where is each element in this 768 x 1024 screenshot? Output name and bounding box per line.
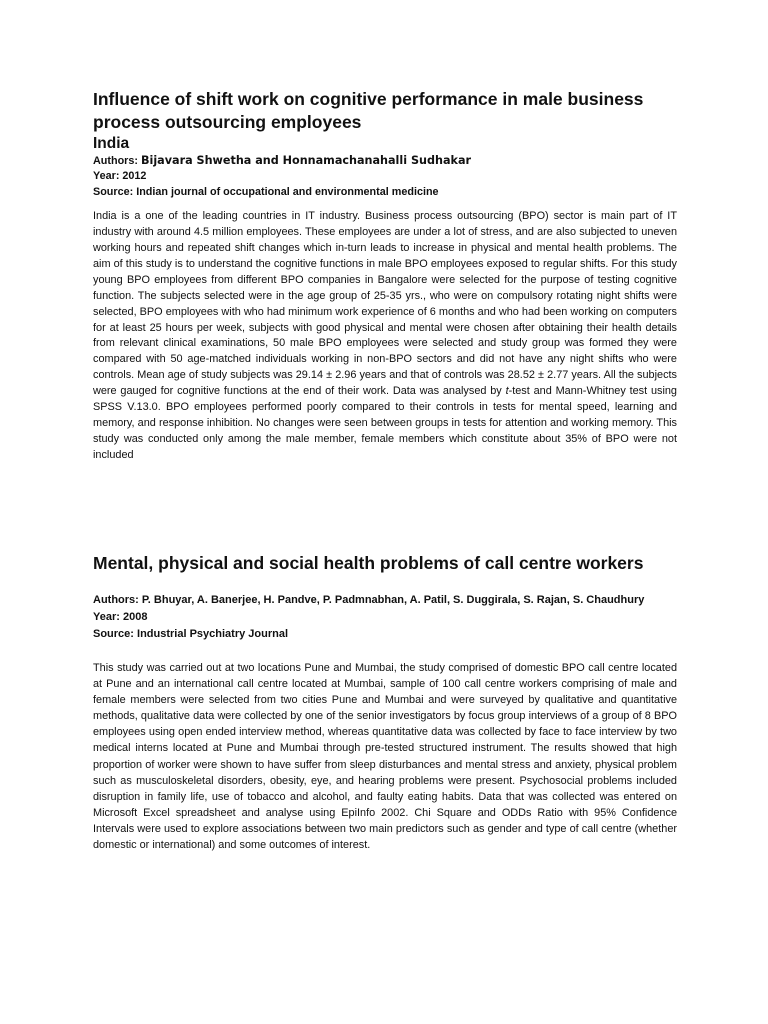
- article-meta: [93, 592, 677, 643]
- article-abstract: [93, 209, 677, 464]
- article-abstract: This study was carried out at two locations Pune and Mumbai, the study comprised of domestic BPO call centre located at Pune and an international call centre located at Mumbai, sample of 100 call centre workers comprising of male and female members were selected from two cities Pune and Mumbai and were surveyed by qualitative and quantitative methods, qualitative data were collected by one of the senior investigators by focus group interviews of a group of 8 BPO employees using open ended interview method, whereas quantitative data was collected by face to face interview by two medical interns located at Pune and Mumbai through pre-tested structured instrument. The results showed that high proportion of worker were shown to have suffer from sleep disturbances and mental stress and anxiety, physical problem such as musculoskeletal disorders, obesity, eye, and hearing problems were present. Psychosocial problems included disruption in family life, use of tobacco and alcohol, and faulty eating habits. Data that was collected was entered on Microsoft Excel spreadsheet and analyse using EpiInfo 2002. Chi Square and ODDs Ratio with 95% Confidence Intervals were used to explore associations between two main predictors such as gender and type of call centre (whether domestic or international) and some outcomes of interest.: [93, 662, 677, 852]
- article-shift-work: [93, 88, 677, 464]
- source-value: Industrial Psychiatry Journal: [137, 628, 289, 640]
- year-value: 2008: [122, 611, 148, 623]
- authors-label: Authors:: [93, 155, 138, 167]
- authors-value: Bijavara Shwetha and Honnamachanahalli Sudhakar: [140, 154, 472, 167]
- year-label: Year:: [93, 170, 120, 183]
- authors-label: Authors:: [93, 594, 139, 606]
- abstract-italic-t: t: [505, 385, 509, 398]
- article-source: [93, 185, 677, 200]
- source-value: Indian journal of occupational and environmental medicine: [136, 185, 439, 198]
- article-authors: [93, 153, 677, 169]
- article-country: India: [93, 135, 130, 152]
- article-title: Influence of shift work on cognitive performance in male business process outsourcing employees: [93, 89, 644, 132]
- article-year: [93, 169, 677, 184]
- abstract-text-part2: -test and Mann-Whitney test using SPSS V.13.0. BPO employees performed poorly compared to their controls in tests for mental speed, learning and memory, and response inhibition. No changes were seen between groups in tests for attention and working memory. This study was conducted only among the male member, female members which constitute about 35% of BPO were not included: [93, 385, 677, 461]
- article-call-centre: [93, 552, 677, 853]
- abstract-text-part1: India is a one of the leading countries in IT industry. Business process outsourcing (BPO) sector is main part of IT industry with around 4.5 million employees. These employees are under a lot of stress, and are also subjected to uneven working hours and repeated shift changes which in-turn leads to increase in physical and mental health problems. The aim of this study is to understand the cognitive functions in male BPO employees exposed to regular shifts. For this study young BPO employees from different BPO companies in Bangalore were selected for the purpose of testing cognitive function. The subjects selected were in the age group of 25-35 yrs., who were on compulsory rotating night shifts were selected, BPO employees with who had minimum work experience of 6 months and who had been working on computers for at least 25 hours per week, subjects with good physical and mental were chosen after obtaining their health details from relevant clinical examinations, 50 male BPO employees were selected and study group was formed they were compared with 50 age-matched individuals working in non-BPO sectors and did not have any night shifts who were controls. Mean age of study subjects was 29.14 ± 2.96 years and that of controls was 28.52 ± 2.77 years. All the subjects were gauged for cognitive functions at the end of their work. Data was analysed by: [93, 210, 677, 398]
- year-label: Year:: [93, 611, 120, 623]
- year-value: 2012: [122, 170, 147, 183]
- source-label: Source:: [93, 628, 134, 640]
- article-year: [93, 609, 677, 626]
- article-authors: [93, 592, 677, 609]
- source-label: Source:: [93, 185, 134, 198]
- authors-value: P. Bhuyar, A. Banerjee, H. Pandve, P. Padmnabhan, A. Patil, S. Duggirala, S. Rajan, S. Chaudhury: [141, 594, 645, 606]
- article-title: Mental, physical and social health problems of call centre workers: [93, 553, 644, 573]
- article-source: [93, 626, 677, 643]
